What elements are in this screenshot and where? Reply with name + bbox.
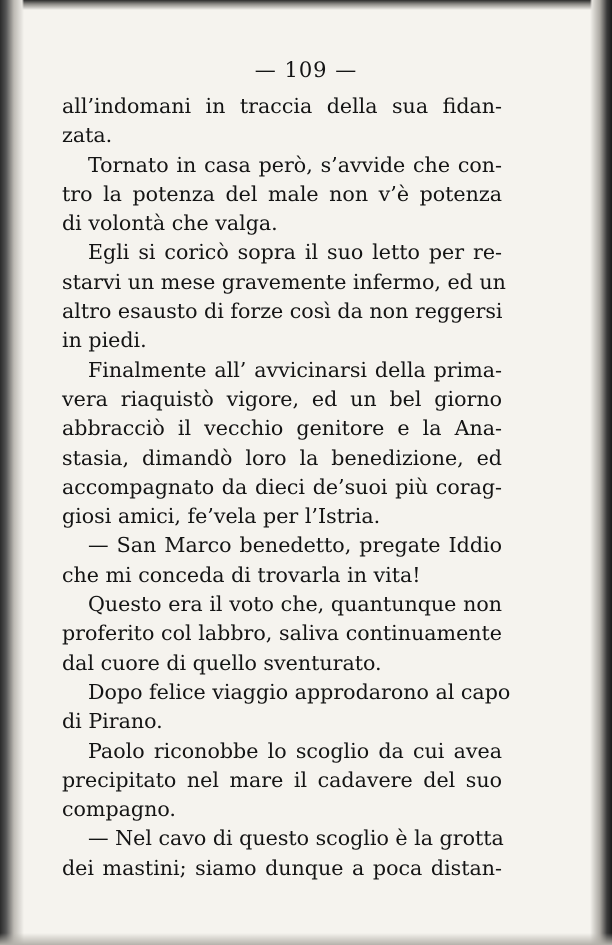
text-line-5: di volontà che valga.	[62, 211, 278, 236]
page-number: — 109 —	[254, 58, 358, 82]
text-line-20: dal cuore di quello sventurato.	[62, 650, 382, 675]
text-line-24: precipitato nel mare il cadavere del suo	[62, 767, 502, 792]
text-line-14: accompagnato da dieci de’suoi più corag-	[62, 474, 502, 499]
text-line-2: zata.	[62, 123, 113, 148]
text-line-9: in piedi.	[62, 328, 147, 353]
text-line-12: abbracciò il vecchio genitore e la Ana-	[62, 416, 502, 441]
page-left-shadow	[0, 0, 24, 945]
text-line-18: Questo era il voto che, quantunque non	[88, 592, 502, 617]
text-line-7: starvi un mese gravemente infermo, ed un	[62, 269, 506, 294]
text-line-19: proferito col labbro, saliva continuamente	[62, 621, 502, 646]
page-top-shadow	[0, 0, 612, 10]
page-bottom-shadow	[0, 933, 612, 945]
text-line-11: vera riaquistò vigore, ed un bel giorno	[62, 386, 502, 411]
text-line-16: — San Marco benedetto, pregate Iddio	[88, 533, 502, 558]
text-line-1: all’indomani in traccia della sua fidan-	[62, 94, 502, 118]
text-line-25: compagno.	[62, 797, 176, 822]
text-line-3: Tornato in casa però, s’avvide che con-	[88, 152, 502, 177]
text-line-22: di Pirano.	[62, 709, 163, 734]
text-line-13: stasia, dimandò loro la benedizione, ed	[62, 445, 502, 470]
text-line-4: tro la potenza del male non v’è potenza	[62, 181, 502, 206]
text-line-23: Paolo riconobbe lo scoglio da cui avea	[88, 738, 502, 763]
page-right-shadow	[590, 0, 612, 945]
text-line-10: Finalmente all’ avvicinarsi della prima-	[88, 357, 502, 382]
text-line-27: dei mastini; siamo dunque a poca distan-	[62, 855, 502, 880]
text-line-8: altro esausto di forze così da non reggersi	[62, 299, 503, 324]
text-line-17: che mi conceda di trovarla in vita!	[62, 562, 421, 587]
text-line-21: Dopo felice viaggio approdarono al capo	[88, 679, 511, 704]
body-text	[62, 92, 511, 883]
text-line-15: giosi amici, fe’vela per l’Istria.	[62, 504, 381, 529]
text-line-6: Egli si coricò sopra il suo letto per re-	[88, 240, 502, 265]
text-line-26: — Nel cavo di questo scoglio è la grotta	[88, 826, 504, 851]
